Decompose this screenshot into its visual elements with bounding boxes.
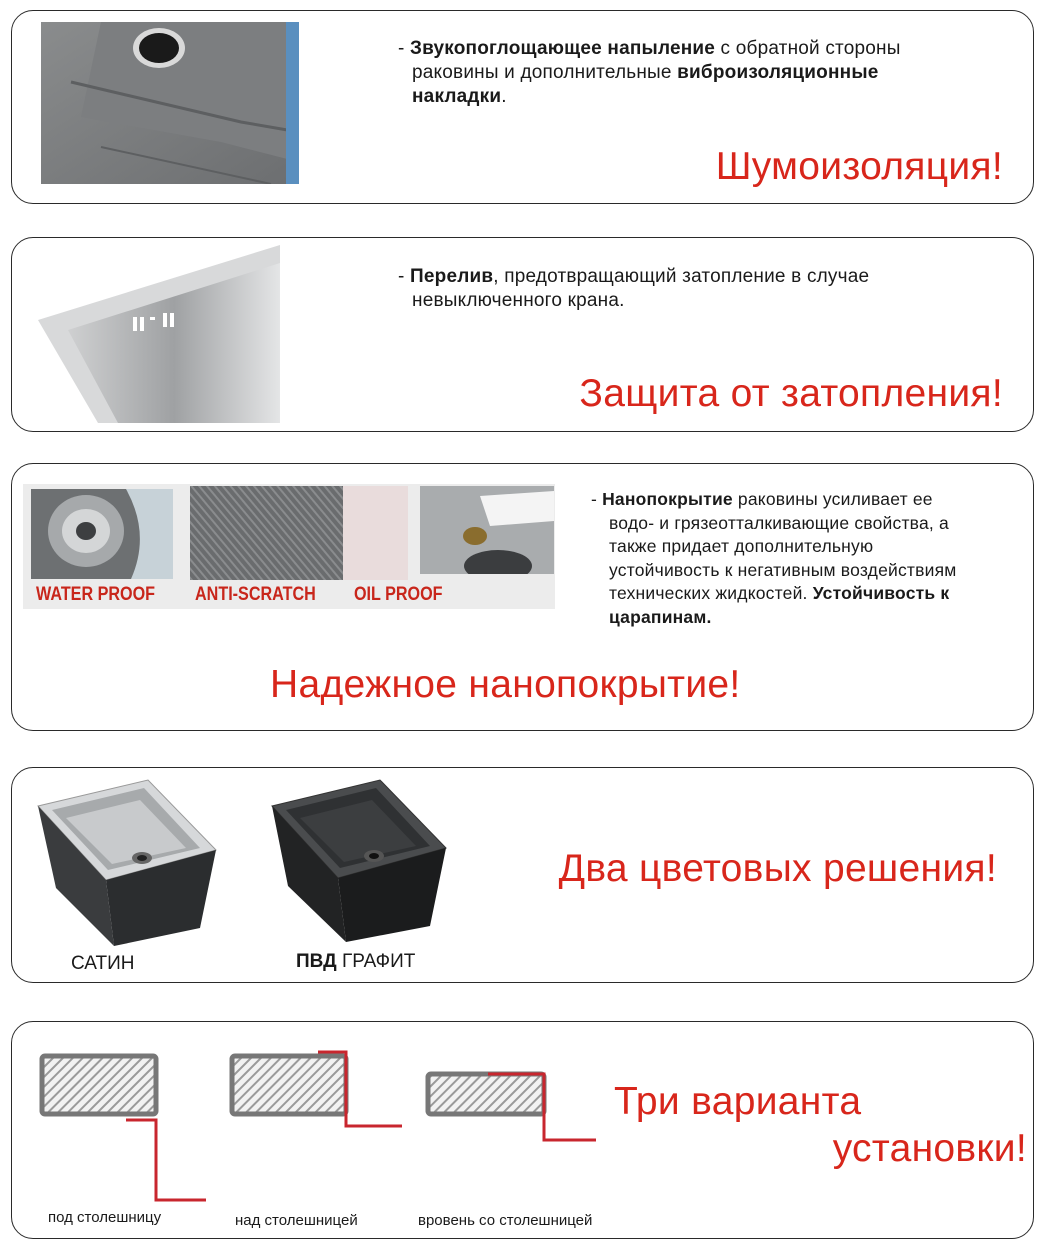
install-caption-under: под столешницу	[48, 1209, 162, 1226]
coating-description: - Нанопокрытие раковины усиливает ее водо- и грязеотталкивающие свойства, а также придает дополнительную устойчивость к негативным воздействиям технических жидкостей. Устойчивость к царапинам.	[591, 489, 957, 627]
water-proof-badge: WATER PROOF	[36, 584, 156, 605]
overflow-description: - Перелив, предотвращающий затопление в случае невыключенного крана.	[398, 266, 870, 311]
install-caption-flush: вровень со столешницей	[418, 1212, 593, 1229]
sink-underside-photo	[41, 22, 299, 184]
graphite-sink-image	[270, 778, 448, 944]
install-headline-line2: установки!	[832, 1127, 1027, 1170]
oil-proof-badge: OIL PROOF	[354, 584, 443, 605]
overflow-headline: Защита от затопления!	[579, 372, 1003, 415]
coating-headline: Надежное нанопокрытие!	[270, 663, 741, 706]
anti-scratch-badge: ANTI-SCRATCH	[195, 584, 316, 605]
oil-proof-photo	[420, 486, 554, 574]
pink-panel	[343, 486, 408, 580]
install-diagrams	[30, 1040, 620, 1205]
water-proof-photo	[31, 489, 173, 579]
graphite-caption: ПВД ГРАФИТ	[296, 951, 416, 972]
satin-sink-image	[36, 778, 218, 948]
install-headline-line1: Три варианта	[614, 1080, 862, 1123]
colors-headline: Два цветовых решения!	[558, 847, 997, 890]
overflow-sink-photo	[38, 245, 280, 423]
noise-description: - Звукопоглощающее напыление с обратной стороны раковины и дополнительные виброизоляционные накладки.	[398, 38, 901, 107]
satin-caption: САТИН	[71, 953, 135, 974]
noise-headline: Шумоизоляция!	[715, 145, 1003, 188]
install-caption-over: над столешницей	[235, 1212, 358, 1229]
